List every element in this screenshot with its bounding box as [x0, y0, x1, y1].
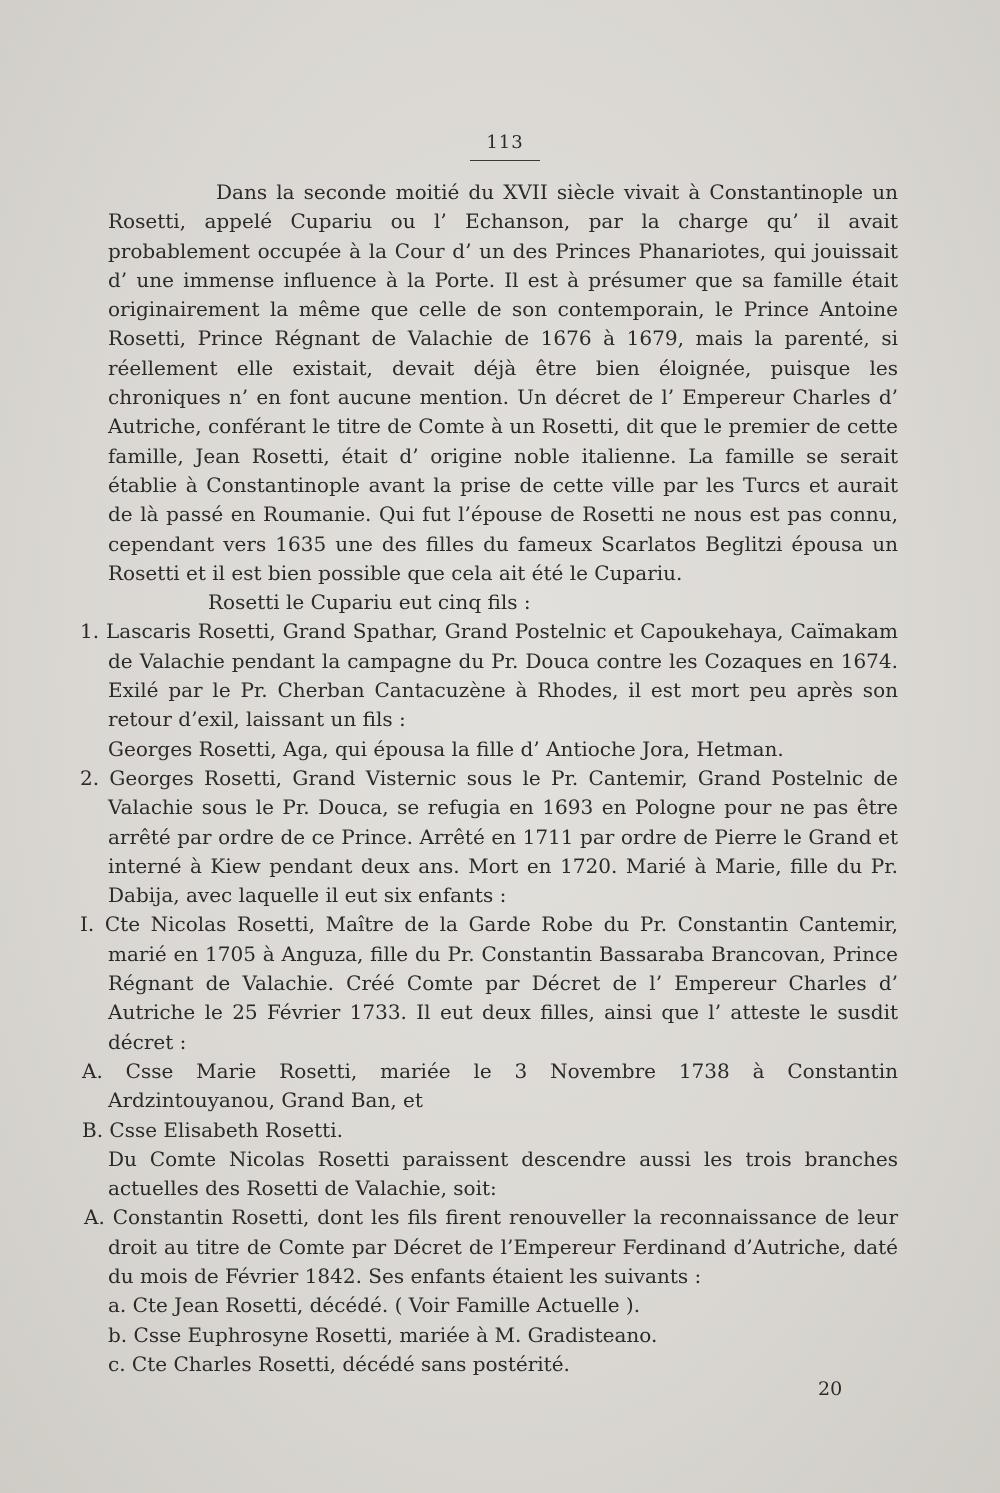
list-item-1: 1. Lascaris Rosetti, Grand Spathar, Grand Postelnic et Capoukehaya, Caïmakam de Valachie pendant la campagne du Pr. Douca contre les Cozaques en 1674. Exilé par le Pr. Cherban Cantacuzène à Rhodes, il est mort peu après son retour d’exil, laissant un fils : — [80, 619, 898, 732]
list-item-1-child: Georges Rosetti, Aga, qui épousa la fille d’ Antioche Jora, Hetman. — [108, 736, 784, 761]
list-item-lower-a: a. Cte Jean Rosetti, décédé. ( Voir Famille Actuelle ). — [108, 1293, 641, 1318]
signature-mark: 20 — [818, 1378, 843, 1400]
list-item-lower-b: b. Csse Euphrosyne Rosetti, mariée à M. Gradisteano. — [108, 1322, 658, 1347]
body-text — [80, 178, 898, 1379]
list-item-lower-c: c. Cte Charles Rosetti, décédé sans postérité. — [108, 1351, 570, 1376]
paragraph-intro: Dans la seconde moitié du XVII siècle vivait à Constantinople un Rosetti, appelé Cupariu ou l’ Echanson, par la charge qu’ il avait probablement occupée à la Cour d’ un des Princes Phanariotes, qui jouissait d’ une immense influence à la Porte. Il est à présumer que sa famille était originairement la même que celle de son contemporain, le Prince Antoine Rosetti, Prince Régnant de Valachie de 1676 à 1679, mais la parenté, si réellement elle existait, devait déjà être bien éloignée, puisque les chroniques n’ en font aucune mention. Un décret de l’ Empereur Charles d’ Autriche, conférant le titre de Comte à un Rosetti, dit que le premier de cette famille, Jean Rosetti, était d’ origine noble italienne. La famille se serait établie à Constantinople avant la prise de cette ville par les Turcs et aurait de là passé en Roumanie. Qui fut l’épouse de Rosetti ne nous est pas connu, cependant vers 1635 une des filles du fameux Scarlatos Beglitzi épousa un Rosetti et il est bien possible que cela ait été le Cupariu. — [108, 180, 898, 585]
page-number: 113 — [486, 132, 524, 153]
list-item-roman-i: I. Cte Nicolas Rosetti, Maître de la Garde Robe du Pr. Constantin Cantemir, marié en 1705 à Anguza, fille du Pr. Constantin Bassaraba Brancovan, Prince Régnant de Valachie. Créé Comte par Décret de l’ Empereur Charles d’ Autriche le 25 Février 1733. Il eut deux filles, ainsi que l’ atteste le susdit décret : — [80, 912, 898, 1054]
list-item-upper-a: A. Csse Marie Rosetti, mariée le 3 Novembre 1738 à Constantin Ardzintouyanou, Grand Ban, et — [82, 1058, 898, 1113]
list-item-branch-a: A. Constantin Rosetti, dont les fils firent renouveller la reconnaissance de leur droit au titre de Comte par Décret de l’Empereur Ferdinand d’Autriche, daté du mois de Février 1842. Ses enfants étaient les suivants : — [84, 1205, 898, 1288]
list-item-upper-b: B. Csse Elisabeth Rosetti. — [82, 1117, 343, 1142]
list-item-2: 2. Georges Rosetti, Grand Visternic sous le Pr. Cantemir, Grand Postelnic de Valachie sous le Pr. Douca, se refugia en 1693 en Pologne pour ne pas être arrêté par ordre de ce Prince. Arrêté en 1711 par ordre de Pierre le Grand et interné à Kiew pendant deux ans. Mort en 1720. Marié à Marie, fille du Pr. Dabija, avec laquelle il eut six enfants : — [80, 765, 898, 908]
paragraph-branches: Du Comte Nicolas Rosetti paraissent descendre aussi les trois branches actuelles des Rosetti de Valachie, soit: — [108, 1146, 898, 1201]
header-rule — [470, 160, 540, 161]
paragraph-sons: Rosetti le Cupariu eut cinq fils : — [208, 590, 531, 615]
